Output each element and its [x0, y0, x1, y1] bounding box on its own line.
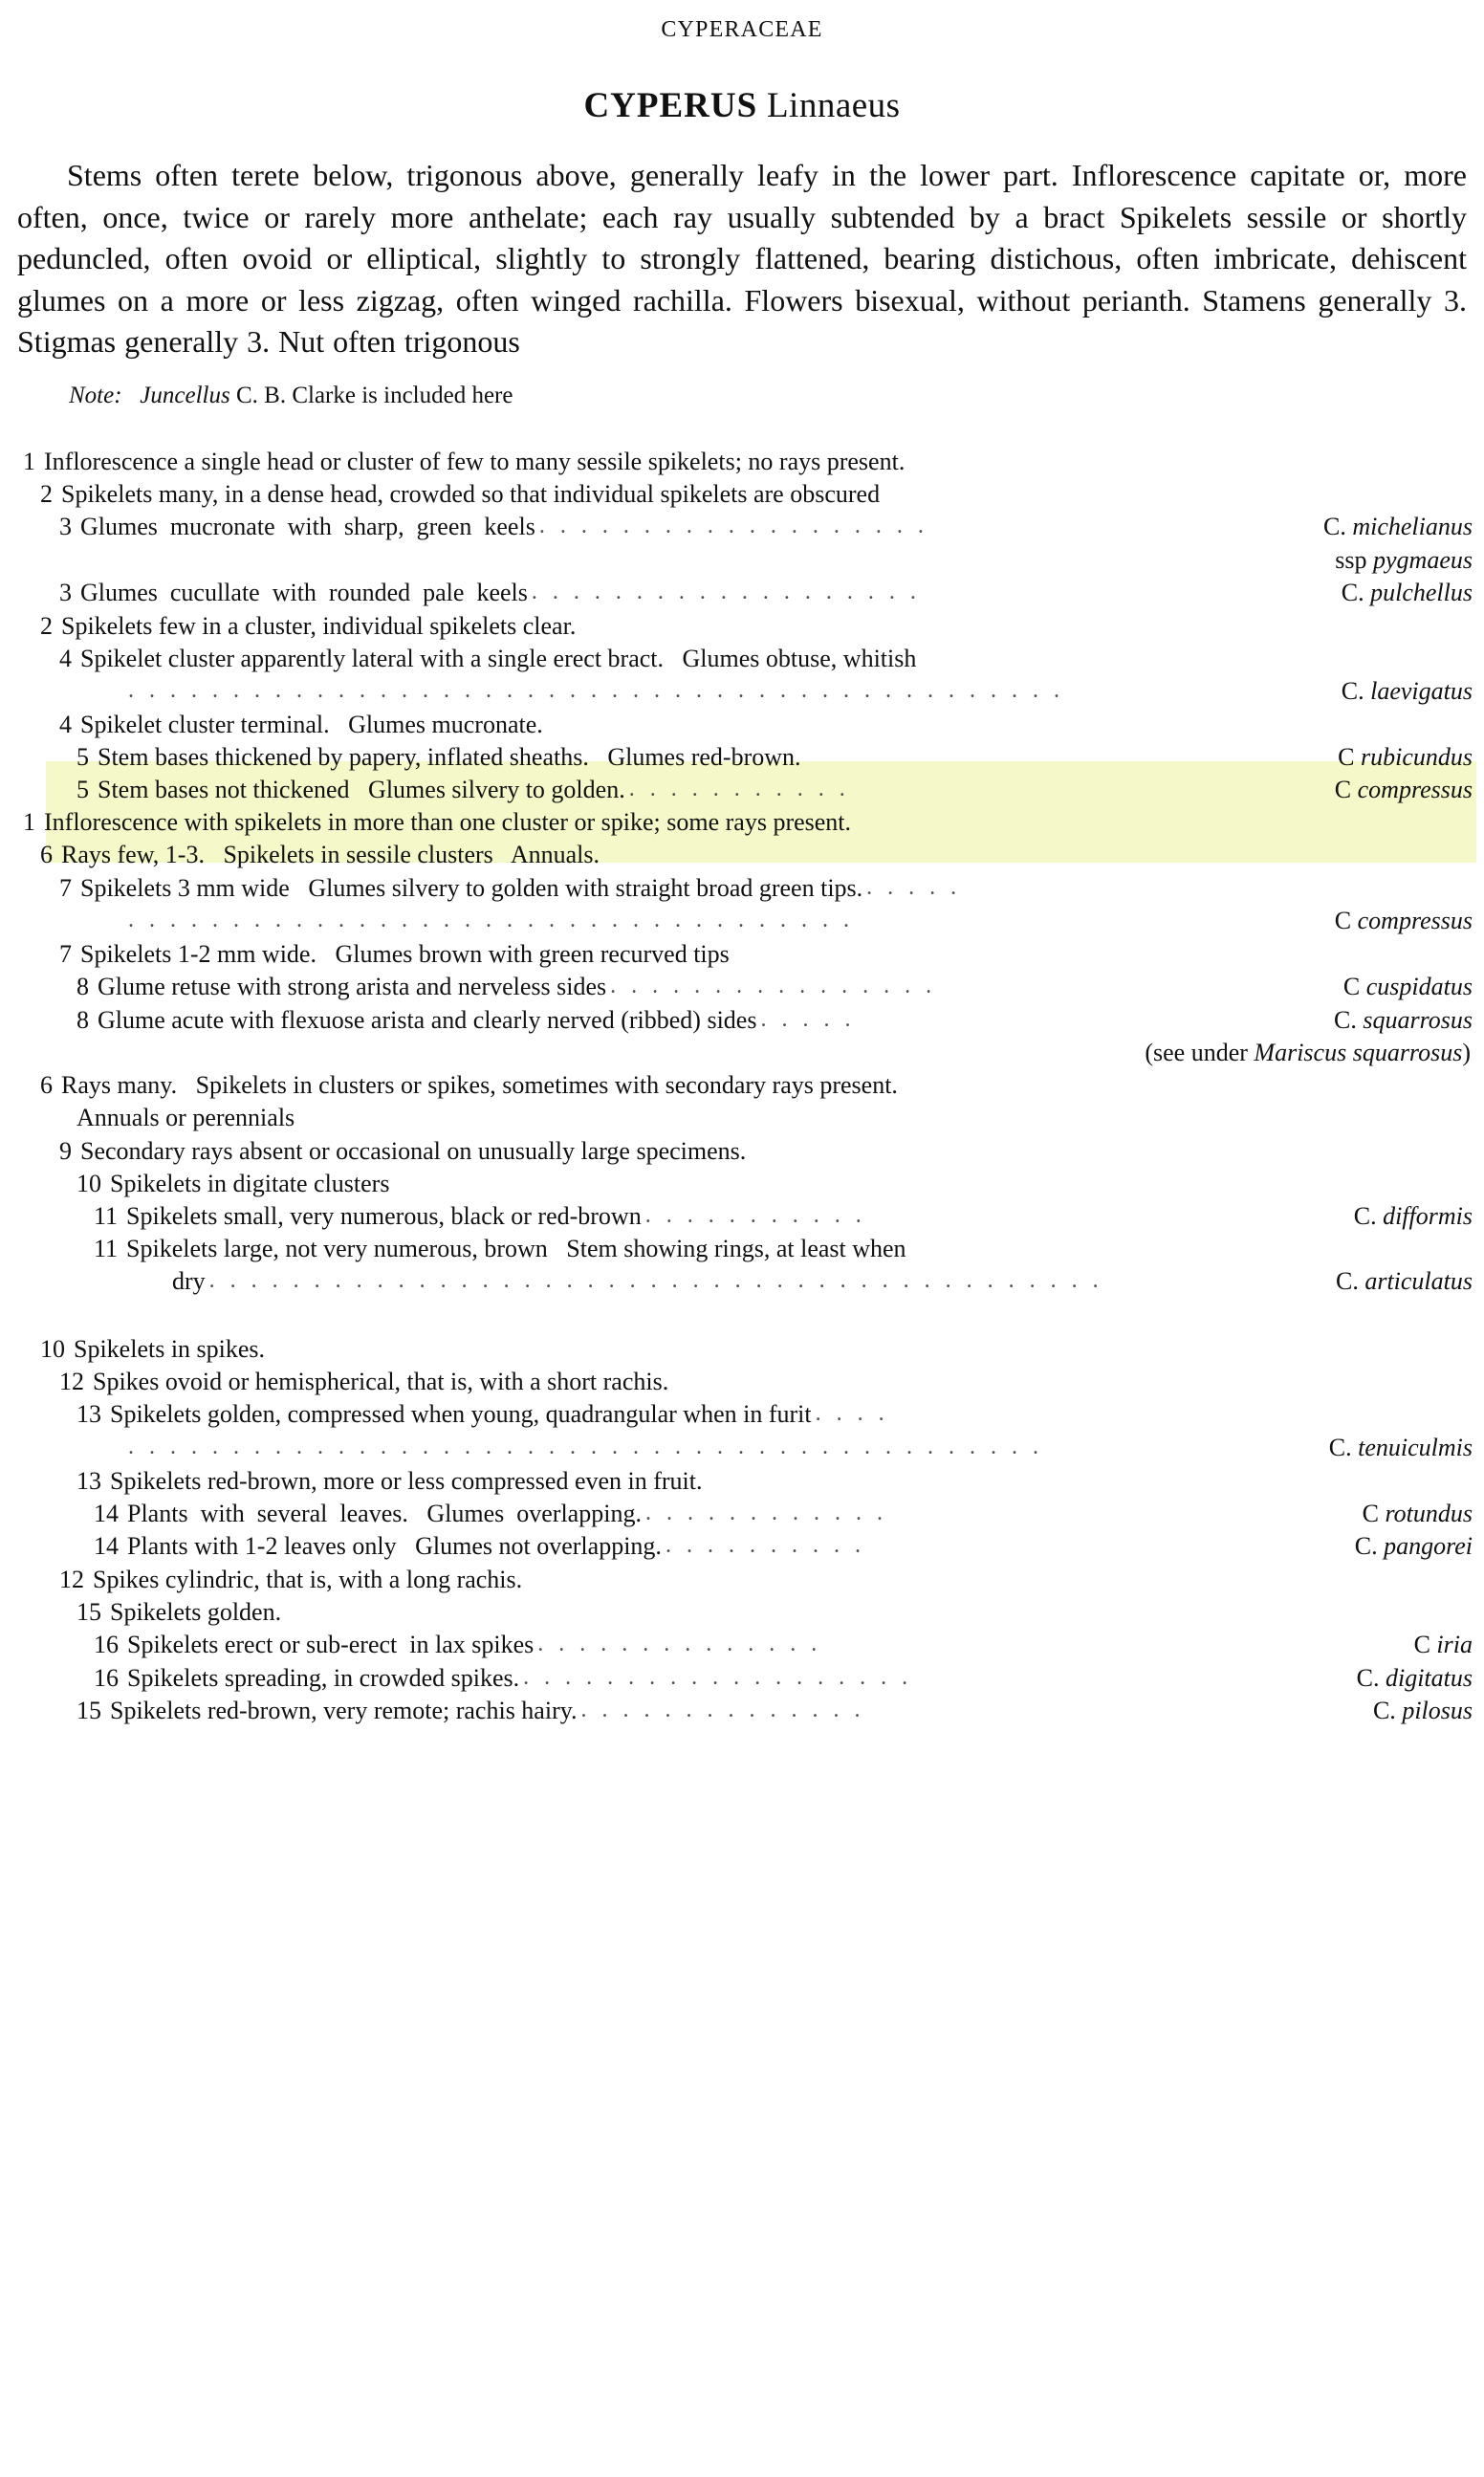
key-taxon: C iria	[1413, 1631, 1473, 1659]
note-line	[69, 381, 1484, 412]
key-taxon: C. digitatus	[1356, 1663, 1473, 1692]
key-line	[0, 839, 1484, 871]
key-line	[0, 1233, 1484, 1265]
key-line	[0, 1465, 1484, 1498]
key-number: 4	[59, 710, 72, 738]
key-line-continuation	[0, 1432, 1484, 1465]
note-label: Note:	[69, 382, 122, 408]
key-text: Plants with 1-2 leaves only Glumes not overlapping.	[127, 1532, 662, 1561]
key-taxon: C. squarrosus	[1334, 1005, 1473, 1034]
key-line	[0, 1135, 1484, 1168]
key-text: Spikelet cluster apparently lateral with a single erect bract. Glumes obtuse, whitish	[80, 644, 917, 672]
key-text: Glumes mucronate with sharp, green keels	[80, 513, 535, 541]
see-under-prefix: (see under	[1145, 1039, 1255, 1067]
key-number: 9	[59, 1136, 72, 1165]
key-number: 16	[94, 1663, 119, 1692]
key-taxon: C. michelianus	[1323, 513, 1473, 541]
key-number: 15	[76, 1697, 101, 1725]
key-line	[0, 1662, 1484, 1696]
key-line	[0, 971, 1484, 1004]
key-number: 14	[94, 1532, 119, 1561]
key-taxon: C. pilosus	[1372, 1697, 1473, 1725]
key-taxon: C cuspidatus	[1342, 972, 1473, 1000]
key-line	[0, 1530, 1484, 1564]
key-number: 2	[40, 611, 53, 640]
key-taxon: C rubicundus	[1338, 742, 1473, 771]
key-line	[0, 1069, 1484, 1102]
key-line	[0, 610, 1484, 643]
key-number: 15	[76, 1598, 101, 1627]
note-rest: C. B. Clarke is included here	[229, 382, 513, 408]
key-text: Spikelets red-brown, very remote; rachis hairy.	[110, 1697, 578, 1725]
leader-dots: . . . . . . . . . . . . . . . . . . .	[531, 580, 921, 605]
key-number: 8	[76, 1005, 89, 1034]
key-text: Glume acute with flexuose arista and clearly nerved (ribbed) sides	[98, 1005, 757, 1034]
key-number: 4	[59, 644, 72, 672]
key-text: Spikelets spreading, in crowded spikes.	[127, 1663, 520, 1692]
key-number: 16	[94, 1631, 119, 1659]
key-text: Rays many. Spikelets in clusters or spikes, sometimes with secondary rays present.	[61, 1071, 898, 1100]
key-line-continuation	[0, 1265, 1484, 1299]
key-number: 11	[94, 1235, 119, 1263]
key-number: 7	[59, 939, 72, 968]
genus-name: CYPERUS	[583, 86, 758, 125]
key-number: 5	[76, 742, 89, 771]
key-text: Spikelets erect or sub-erect in lax spikes	[127, 1631, 535, 1659]
key-number: 10	[40, 1335, 65, 1364]
genus-description: Stems often terete below, trigonous above, generally leafy in the lower part. Inflorescence capitate or, more often, once, twice or rarely more anthelate; each ray usually subtended by a bract Spikelets sessile or shortly peduncled, often ovoid or elliptical, slightly to strongly flattened, bearing distichous, often imbricate, dehiscent glumes on a more or less zigzag, often winged rachilla. Flowers bisexual, without perianth. Stamens generally 3. Stigmas generally 3. Nut often trigonous	[17, 158, 1467, 360]
key-text: Stem bases not thickened Glumes silvery to golden.	[98, 775, 625, 803]
identification-key	[0, 446, 1484, 1728]
genus-heading	[0, 85, 1484, 126]
key-number: 6	[40, 1071, 53, 1100]
key-line	[0, 643, 1484, 675]
note-taxon: Juncellus	[140, 382, 230, 408]
key-line-continuation	[0, 1102, 1484, 1134]
key-line-continuation	[0, 905, 1484, 938]
key-taxon: C rotundus	[1362, 1499, 1473, 1527]
key-number: 10	[76, 1169, 101, 1197]
leader-dots: . . . . . . . . . . . . . . . . . . . . . . . . . . . . . . . . . . . . . . . . . . . .	[128, 1434, 1043, 1459]
leader-dots: . . . . . . . . . . . . . . . .	[610, 973, 937, 998]
key-text: Spikelet cluster terminal. Glumes mucronate.	[80, 710, 543, 738]
key-taxon: C. pulchellus	[1341, 579, 1473, 607]
key-line	[0, 1004, 1484, 1038]
key-line	[0, 446, 1484, 478]
key-number: 11	[94, 1201, 119, 1230]
key-number: 13	[76, 1466, 101, 1495]
key-text: Spikelets many, in a dense head, crowded so that individual spikelets are obscured	[61, 480, 881, 509]
ssp-epithet: pygmaeus	[1373, 545, 1473, 574]
key-line	[0, 741, 1484, 774]
key-text: Rays few, 1-3. Spikelets in sessile clusters Annuals.	[61, 841, 600, 869]
key-text: Secondary rays absent or occasional on unusually large specimens.	[80, 1136, 747, 1165]
key-text: Spikelets small, very numerous, black or red-brown	[126, 1201, 642, 1230]
key-text: Spikelets large, not very numerous, brown Stem showing rings, at least when	[126, 1235, 906, 1263]
key-taxon: C. tenuiculmis	[1328, 1433, 1473, 1461]
key-line	[0, 577, 1484, 610]
key-number: 1	[23, 808, 35, 837]
key-line	[0, 1629, 1484, 1662]
leader-dots: . . . . . . . . . . .	[628, 776, 850, 801]
key-text: Inflorescence a single head or cluster of few to many sessile spikelets; no rays present.	[44, 448, 906, 476]
key-line	[0, 709, 1484, 741]
key-number: 12	[59, 1368, 84, 1396]
key-text: Spikelets few in a cluster, individual spikelets clear.	[61, 611, 577, 640]
key-line	[0, 1333, 1484, 1366]
key-number: 8	[76, 972, 89, 1000]
key-number: 1	[23, 448, 35, 476]
key-taxon: C. difformis	[1353, 1201, 1473, 1230]
key-number: 2	[40, 480, 53, 509]
key-text: Glumes cucullate with rounded pale keels	[80, 579, 528, 607]
key-text: Spikelets golden, compressed when young, quadrangular when in furit	[110, 1400, 812, 1429]
key-line	[0, 938, 1484, 971]
key-line	[0, 1366, 1484, 1398]
key-number: 14	[94, 1499, 119, 1527]
key-text: Stem bases thickened by papery, inflated sheaths. Glumes red-brown.	[98, 742, 801, 771]
key-line	[0, 872, 1484, 906]
leader-dots: . . . . . . . . . .	[665, 1533, 865, 1559]
key-number: 12	[59, 1565, 84, 1593]
leader-dots: . . . . . . . . . . . .	[644, 1500, 887, 1525]
key-text: Spikelets in digitate clusters	[110, 1169, 390, 1197]
leader-dots: . . . . . . . . . . . . . . . . . . .	[523, 1664, 913, 1690]
key-text: dry	[172, 1267, 206, 1296]
key-taxon: C compressus	[1334, 907, 1473, 935]
key-line	[0, 1498, 1484, 1531]
key-line	[0, 806, 1484, 839]
key-line	[0, 1200, 1484, 1234]
key-line	[0, 1564, 1484, 1596]
key-taxon: C compressus	[1334, 775, 1473, 803]
key-taxon: C. pangorei	[1354, 1532, 1473, 1561]
leader-dots: . . . . . . . . . . . . . . . . . . . . . . . . . . . . . . . . . . . . . . . . . . . . .	[128, 677, 1064, 703]
key-text: Spikelets 3 mm wide Glumes silvery to golden with straight broad green tips.	[80, 873, 863, 902]
genus-author: Linnaeus	[766, 86, 901, 125]
see-under-suffix: )	[1462, 1039, 1471, 1067]
key-number: 3	[59, 513, 72, 541]
key-number: 7	[59, 873, 72, 902]
ssp-label: ssp	[1335, 545, 1374, 574]
key-text: Spikelets 1-2 mm wide. Glumes brown with green recurved tips	[80, 939, 730, 968]
key-number: 6	[40, 841, 53, 869]
key-line-michelianus	[0, 511, 1484, 544]
key-text: Spikes cylindric, that is, with a long rachis.	[93, 1565, 523, 1593]
key-text: Inflorescence with spikelets in more than one cluster or spike; some rays present.	[44, 808, 852, 837]
key-line	[0, 1695, 1484, 1728]
leader-dots: . . . . . . . . . . . . . .	[580, 1698, 865, 1723]
key-line	[0, 1596, 1484, 1629]
key-line-continuation	[0, 675, 1484, 709]
leader-dots: . . . . .	[760, 1006, 856, 1032]
key-line	[0, 478, 1484, 511]
key-line	[0, 1398, 1484, 1432]
key-text: Spikelets red-brown, more or less compressed even in fruit.	[110, 1466, 703, 1495]
leader-dots: . . . . . . . . . . . . . . . . . . .	[538, 514, 928, 539]
key-taxon: C. laevigatus	[1341, 676, 1473, 705]
leader-dots: . . . . . . . . . . . . . . . . . . . . . . . . . . . . . . . . . . . . . . . . . . .	[208, 1268, 1103, 1294]
key-number: 3	[59, 579, 72, 607]
key-text: Spikelets in spikes.	[74, 1335, 266, 1364]
see-under-taxon: Mariscus squarrosus	[1254, 1039, 1463, 1067]
family-heading: CYPERACEAE	[661, 17, 823, 42]
key-number: 13	[76, 1400, 101, 1429]
key-text: Plants with several leaves. Glumes overlapping.	[127, 1499, 642, 1527]
key-taxon: C. articulatus	[1335, 1267, 1473, 1296]
key-text: Spikelets golden.	[110, 1598, 282, 1627]
key-text: Glume retuse with strong arista and nerveless sides	[98, 972, 607, 1000]
key-number: 5	[76, 775, 89, 803]
key-text: Annuals or perennials	[76, 1104, 295, 1132]
key-line	[0, 1168, 1484, 1200]
leader-dots: . . . . .	[866, 874, 962, 900]
leader-dots: . . . . . . . . . . . . . .	[537, 1632, 822, 1657]
key-line-subspecies	[0, 544, 1484, 577]
leader-dots: . . . . . . . . . . . . . . . . . . . . . . . . . . . . . . . . . . .	[128, 908, 854, 933]
document-page	[0, 17, 1484, 2477]
cross-reference-line	[0, 1037, 1484, 1069]
leader-dots: . . . . . . . . . . .	[644, 1202, 866, 1228]
leader-dots: . . . .	[815, 1401, 889, 1427]
key-line	[0, 774, 1484, 807]
key-text: Spikes ovoid or hemispherical, that is, with a short rachis.	[93, 1368, 669, 1396]
